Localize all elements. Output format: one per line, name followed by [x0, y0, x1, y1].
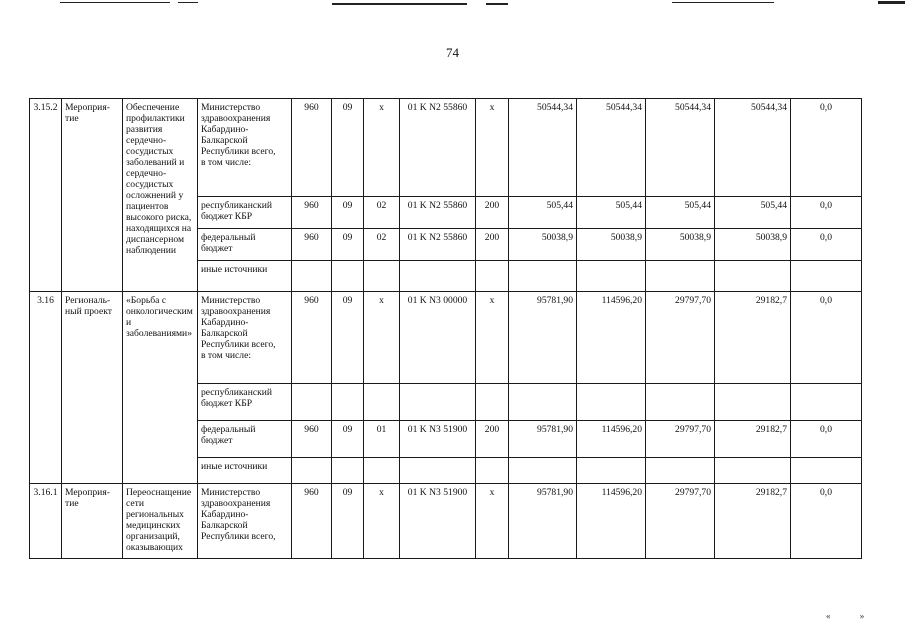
cell-csr [400, 261, 476, 292]
cell-v1 [509, 458, 577, 484]
cell-v4: 29182,7 [715, 421, 791, 458]
cell-v1 [509, 261, 577, 292]
cell-v2 [577, 458, 646, 484]
table-row [30, 99, 862, 197]
item-type: Региональ- ный проект [62, 292, 123, 484]
cell-vr: x [476, 292, 509, 384]
cell-source: Министерство здравоохранения Кабардино-Балкарской Республики всего, в том числе: [198, 99, 292, 197]
cell-source: федеральный бюджет [198, 421, 292, 458]
cell-source: Министерство здравоохранения Кабардино-Балкарской Республики всего, [198, 484, 292, 559]
cell-csr: 01 K N2 55860 [400, 99, 476, 197]
cell-v5: 0,0 [791, 197, 862, 229]
cell-v5: 0,0 [791, 292, 862, 384]
cell-vr: 200 [476, 197, 509, 229]
scan-artifact-line [332, 3, 467, 5]
cell-v3 [646, 458, 715, 484]
cell-grbs [292, 261, 332, 292]
cell-v2 [577, 261, 646, 292]
cell-source: республиканский бюджет КБР [198, 384, 292, 421]
cell-v5: 0,0 [791, 99, 862, 197]
cell-grbs: 960 [292, 421, 332, 458]
cell-v3: 50544,34 [646, 99, 715, 197]
cell-csr: 01 K N2 55860 [400, 197, 476, 229]
cell-rz: 09 [332, 292, 364, 384]
cell-rz [332, 458, 364, 484]
item-title: Переоснащение сети региональных медицинских организаций, оказывающих [123, 484, 198, 559]
cell-v1: 50038,9 [509, 229, 577, 261]
cell-vr [476, 261, 509, 292]
cell-v4: 505,44 [715, 197, 791, 229]
cell-v4 [715, 458, 791, 484]
corner-mark: » [858, 611, 865, 621]
budget-table [29, 98, 862, 559]
cell-grbs: 960 [292, 292, 332, 384]
cell-source: иные источники [198, 458, 292, 484]
cell-rz [332, 261, 364, 292]
cell-vr [476, 384, 509, 421]
cell-csr: 01 K N3 51900 [400, 421, 476, 458]
cell-v1: 95781,90 [509, 421, 577, 458]
cell-source: иные источники [198, 261, 292, 292]
cell-pr: x [364, 99, 400, 197]
cell-rz: 09 [332, 229, 364, 261]
cell-grbs [292, 458, 332, 484]
cell-v4 [715, 261, 791, 292]
cell-grbs: 960 [292, 99, 332, 197]
cell-pr: x [364, 484, 400, 559]
cell-source: Министерство здравоохранения Кабардино-Балкарской Республики всего, в том числе: [198, 292, 292, 384]
cell-v3: 505,44 [646, 197, 715, 229]
cell-v4: 29182,7 [715, 292, 791, 384]
cell-v4: 50544,34 [715, 99, 791, 197]
cell-rz: 09 [332, 421, 364, 458]
item-type: Мероприя- тие [62, 484, 123, 559]
cell-csr [400, 458, 476, 484]
cell-csr [400, 384, 476, 421]
cell-v5 [791, 261, 862, 292]
cell-v1: 50544,34 [509, 99, 577, 197]
cell-v1: 505,44 [509, 197, 577, 229]
cell-v5: 0,0 [791, 421, 862, 458]
cell-v5 [791, 384, 862, 421]
cell-v4 [715, 384, 791, 421]
cell-v2: 114596,20 [577, 484, 646, 559]
cell-v2: 50038,9 [577, 229, 646, 261]
cell-v1: 95781,90 [509, 484, 577, 559]
scan-artifact-line [178, 2, 198, 3]
cell-v3: 29797,70 [646, 421, 715, 458]
cell-pr: x [364, 292, 400, 384]
cell-v3 [646, 261, 715, 292]
cell-vr [476, 458, 509, 484]
item-type: Мероприя- тие [62, 99, 123, 292]
page-number: 74 [446, 45, 459, 60]
cell-vr: 200 [476, 229, 509, 261]
item-title: «Борьба с онкологическими заболеваниями» [123, 292, 198, 484]
cell-pr [364, 458, 400, 484]
cell-v4: 29182,7 [715, 484, 791, 559]
scan-artifact-line [878, 1, 905, 4]
cell-source: федеральный бюджет [198, 229, 292, 261]
cell-rz: 09 [332, 99, 364, 197]
cell-grbs: 960 [292, 484, 332, 559]
cell-rz [332, 384, 364, 421]
cell-vr: x [476, 484, 509, 559]
cell-v2: 114596,20 [577, 292, 646, 384]
table-row [30, 484, 862, 559]
cell-v2 [577, 384, 646, 421]
cell-grbs: 960 [292, 229, 332, 261]
cell-v5: 0,0 [791, 229, 862, 261]
cell-pr: 02 [364, 229, 400, 261]
cell-csr: 01 K N2 55860 [400, 229, 476, 261]
cell-csr: 01 K N3 00000 [400, 292, 476, 384]
cell-source: республиканский бюджет КБР [198, 197, 292, 229]
cell-rz: 09 [332, 197, 364, 229]
item-title: Обеспечение профилактики развития сердечно-сосудистых заболеваний и сердечно-сосудистых осложнений у пациентов высокого риска, находящихся на диспансерном наблюдении [123, 99, 198, 292]
cell-grbs: 960 [292, 197, 332, 229]
cell-v5: 0,0 [791, 484, 862, 559]
scan-artifact-line [60, 2, 170, 3]
cell-v2: 505,44 [577, 197, 646, 229]
cell-v3: 29797,70 [646, 484, 715, 559]
cell-vr: 200 [476, 421, 509, 458]
cell-v3: 29797,70 [646, 292, 715, 384]
cell-v1: 95781,90 [509, 292, 577, 384]
cell-grbs [292, 384, 332, 421]
corner-mark: « [826, 611, 835, 621]
cell-v5 [791, 458, 862, 484]
cell-pr: 01 [364, 421, 400, 458]
row-number: 3.15.2 [30, 99, 62, 292]
cell-v3: 50038,9 [646, 229, 715, 261]
row-number: 3.16 [30, 292, 62, 484]
cell-rz: 09 [332, 484, 364, 559]
scan-artifact-line [672, 2, 774, 3]
cell-v4: 50038,9 [715, 229, 791, 261]
scan-artifact-line [486, 3, 508, 5]
cell-v2: 50544,34 [577, 99, 646, 197]
cell-pr: 02 [364, 197, 400, 229]
cell-csr: 01 K N3 51900 [400, 484, 476, 559]
cell-pr [364, 261, 400, 292]
table-row [30, 292, 862, 384]
cell-vr: x [476, 99, 509, 197]
row-number: 3.16.1 [30, 484, 62, 559]
cell-v1 [509, 384, 577, 421]
cell-v2: 114596,20 [577, 421, 646, 458]
cell-pr [364, 384, 400, 421]
cell-v3 [646, 384, 715, 421]
